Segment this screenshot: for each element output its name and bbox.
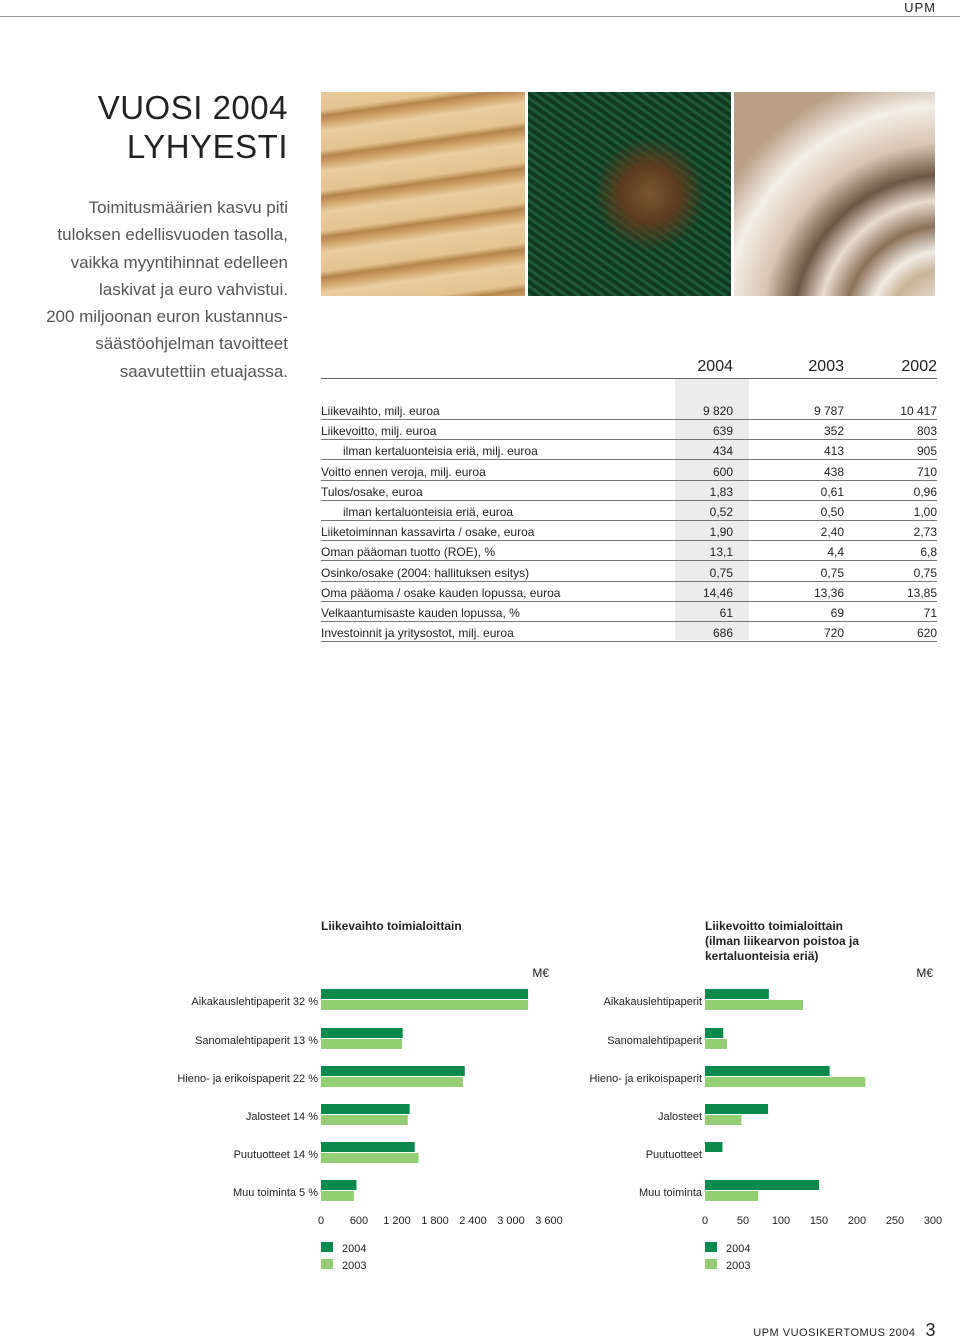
value-2003: 4,4: [827, 545, 844, 560]
chart-title: kertaluonteisia eriä): [705, 949, 819, 963]
category-label: Puutuotteet 14 %: [233, 1149, 318, 1161]
bar-2004: [321, 1066, 465, 1076]
value-2002: 10 417: [900, 404, 937, 418]
legend-swatch-2004: [705, 1242, 717, 1252]
year-header-2004: 2004: [697, 358, 733, 375]
legend-label: 2003: [726, 1260, 751, 1272]
bar-2004: [705, 989, 769, 999]
bar-2003: [321, 1191, 354, 1201]
bar-2003: [321, 1039, 402, 1049]
x-tick-label: 2 400: [459, 1215, 487, 1227]
bar-2003: [705, 1077, 865, 1087]
bar-2004: [321, 1104, 410, 1114]
bar-2004: [321, 989, 528, 999]
intro-line: säästöohjelman tavoitteet: [95, 334, 288, 354]
table-row: [321, 481, 937, 501]
category-label: Hieno- ja erikoispaperit: [589, 1073, 702, 1085]
category-label: Muu toiminta: [639, 1187, 702, 1199]
row-rule: [321, 641, 937, 642]
bar-2004: [705, 1066, 830, 1076]
x-tick-label: 3 000: [497, 1215, 525, 1227]
value-2002: 710: [916, 464, 937, 479]
chart-unit: M€: [916, 966, 933, 980]
page-headline: [98, 88, 288, 166]
x-tick-label: 200: [847, 1215, 867, 1227]
table-row: [321, 420, 937, 440]
table-row: [321, 582, 937, 602]
legend-swatch-2003: [321, 1259, 333, 1269]
table-top-rule: [321, 378, 937, 379]
x-tick-label: 3 600: [535, 1215, 563, 1227]
value-2002: 0,75: [913, 565, 937, 580]
bar-2003: [705, 1191, 758, 1201]
table-row: [321, 541, 937, 561]
bar-2004: [321, 1180, 356, 1190]
pine-cone-photo: [528, 92, 731, 296]
table-row: [321, 501, 937, 521]
brand-logo-text: UPM: [904, 0, 936, 15]
footer-text: UPM VUOSIKERTOMUS 2004: [753, 1327, 916, 1339]
legend-swatch-2003: [705, 1259, 717, 1269]
bar-2004: [321, 1142, 415, 1152]
value-2002: 620: [916, 626, 937, 641]
row-label: ilman kertaluonteisia eriä, milj. euroa: [343, 444, 538, 459]
bar-2003: [705, 1000, 803, 1010]
value-2004: 600: [712, 464, 733, 479]
category-label: Sanomalehtipaperit 13 %: [195, 1035, 318, 1047]
x-tick-label: 1 800: [421, 1215, 449, 1227]
category-label: Puutuotteet: [645, 1149, 702, 1161]
bar-2003: [321, 1115, 408, 1125]
value-2002: 905: [916, 444, 937, 459]
legend-label: 2003: [342, 1260, 367, 1272]
page-footer: [753, 1320, 936, 1341]
bar-2003: [321, 1000, 528, 1010]
headline-line-1: VUOSI 2004: [97, 89, 288, 126]
category-label: Jalosteet 14 %: [245, 1111, 318, 1123]
chart-title: Liikevoitto toimialoittain: [705, 919, 844, 933]
table-row: [321, 602, 937, 622]
value-2004: 1,83: [709, 484, 733, 499]
value-2002: 0,96: [913, 484, 937, 499]
header-rule: [0, 16, 960, 17]
paper-roll-photo: [734, 92, 935, 296]
table-row: [321, 440, 937, 460]
value-2003: 69: [830, 606, 844, 620]
row-label: Investoinnit ja yritysostot, milj. euroa: [321, 626, 514, 641]
value-2004: 61: [719, 606, 733, 620]
chart-unit: M€: [532, 966, 549, 980]
x-tick-label: 50: [736, 1215, 750, 1227]
value-2002: 2,73: [913, 525, 937, 540]
year-header-2003: 2003: [808, 358, 844, 375]
value-2003: 9 787: [813, 404, 844, 418]
headline-line-2: LYHYESTI: [126, 128, 288, 165]
row-label: Tulos/osake, euroa: [321, 484, 423, 499]
row-label: Liiketoiminnan kassavirta / osake, euroa: [321, 525, 535, 540]
chart-title: (ilman liikearvon poistoa ja: [705, 934, 860, 948]
x-tick-label: 150: [809, 1215, 829, 1227]
category-label: Muu toiminta 5 %: [233, 1187, 318, 1199]
x-tick-label: 0: [701, 1215, 709, 1227]
wood-photo: [321, 92, 525, 296]
intro-line: 200 miljoonan euron kustannus-: [46, 307, 288, 327]
value-2003: 13,36: [813, 585, 844, 600]
bar-2003: [321, 1077, 463, 1087]
value-2003: 0,61: [820, 484, 844, 499]
x-tick-label: 100: [771, 1215, 791, 1227]
row-label: Oman pääoman tuotto (ROE), %: [321, 545, 496, 560]
table-row: [321, 622, 937, 642]
legend-label: 2004: [726, 1243, 751, 1255]
value-2004: 1,90: [709, 525, 733, 540]
intro-line: laskivat ja euro vahvistui.: [99, 279, 288, 299]
value-2003: 0,75: [820, 565, 844, 580]
intro-line: vaikka myyntihinnat edelleen: [70, 252, 288, 272]
legend-swatch-2004: [321, 1242, 333, 1252]
category-label: Sanomalehtipaperit: [607, 1035, 702, 1047]
intro-text: [8, 194, 288, 385]
bar-2004: [705, 1180, 819, 1190]
table-row: [321, 461, 937, 481]
row-label: Oma pääoma / osake kauden lopussa, euroa: [321, 585, 561, 600]
value-2002: 6,8: [920, 545, 937, 560]
value-2004: 9 820: [702, 404, 733, 418]
intro-line: saavutettiin etuajassa.: [119, 361, 288, 381]
category-label: Jalosteet: [657, 1111, 702, 1123]
category-label: Hieno- ja erikoispaperit 22 %: [177, 1073, 318, 1085]
row-label: Liikevaihto, milj. euroa: [321, 404, 440, 418]
value-2004: 0,75: [709, 565, 733, 580]
row-label: ilman kertaluonteisia eriä, euroa: [343, 505, 514, 519]
x-tick-label: 1 200: [383, 1215, 411, 1227]
bar-2004: [321, 1028, 403, 1038]
bar-2004: [705, 1028, 723, 1038]
table-row: [321, 400, 937, 420]
bar-2003: [705, 1039, 727, 1049]
intro-line: Toimitusmäärien kasvu piti: [88, 198, 288, 217]
row-label: Voitto ennen veroja, milj. euroa: [321, 464, 486, 479]
x-tick-label: 250: [885, 1215, 905, 1227]
row-label: Liikevoitto, milj. euroa: [321, 424, 437, 439]
chart-title: Liikevaihto toimialoittain: [321, 919, 462, 933]
value-2002: 71: [923, 606, 937, 620]
bar-2003: [705, 1115, 741, 1125]
page-number: 3: [925, 1320, 936, 1340]
table-row: [321, 562, 937, 582]
year-header-2002: 2002: [901, 358, 937, 375]
category-label: Aikakauslehtipaperit: [603, 996, 702, 1008]
value-2004: 639: [712, 424, 733, 439]
x-tick-label: 600: [349, 1215, 369, 1227]
value-2003: 2,40: [820, 525, 844, 540]
value-2004: 0,52: [709, 505, 733, 519]
intro-line: tuloksen edellisvuoden tasolla,: [57, 225, 288, 245]
bar-2004: [705, 1104, 768, 1114]
bar-2004: [705, 1142, 722, 1152]
value-2002: 13,85: [906, 585, 937, 600]
value-2003: 720: [823, 626, 844, 641]
value-2004: 686: [712, 626, 733, 641]
x-tick-label: 0: [317, 1215, 325, 1227]
x-tick-label: 300: [923, 1215, 943, 1227]
value-2003: 438: [823, 464, 844, 479]
category-label: Aikakauslehtipaperit 32 %: [191, 996, 318, 1008]
value-2003: 413: [823, 444, 844, 459]
value-2004: 13,1: [709, 545, 733, 560]
segment-charts: [0, 900, 960, 1300]
row-label: Velkaantumisaste kauden lopussa, %: [321, 606, 520, 620]
bar-2003: [321, 1153, 419, 1163]
value-2002: 1,00: [913, 505, 937, 519]
value-2004: 434: [712, 444, 733, 459]
value-2003: 0,50: [820, 505, 844, 519]
table-row: [321, 521, 937, 541]
legend-label: 2004: [342, 1243, 367, 1255]
value-2003: 352: [823, 424, 844, 439]
value-2002: 803: [916, 424, 937, 439]
row-label: Osinko/osake (2004: hallituksen esitys): [321, 565, 530, 580]
value-2004: 14,46: [702, 585, 733, 600]
